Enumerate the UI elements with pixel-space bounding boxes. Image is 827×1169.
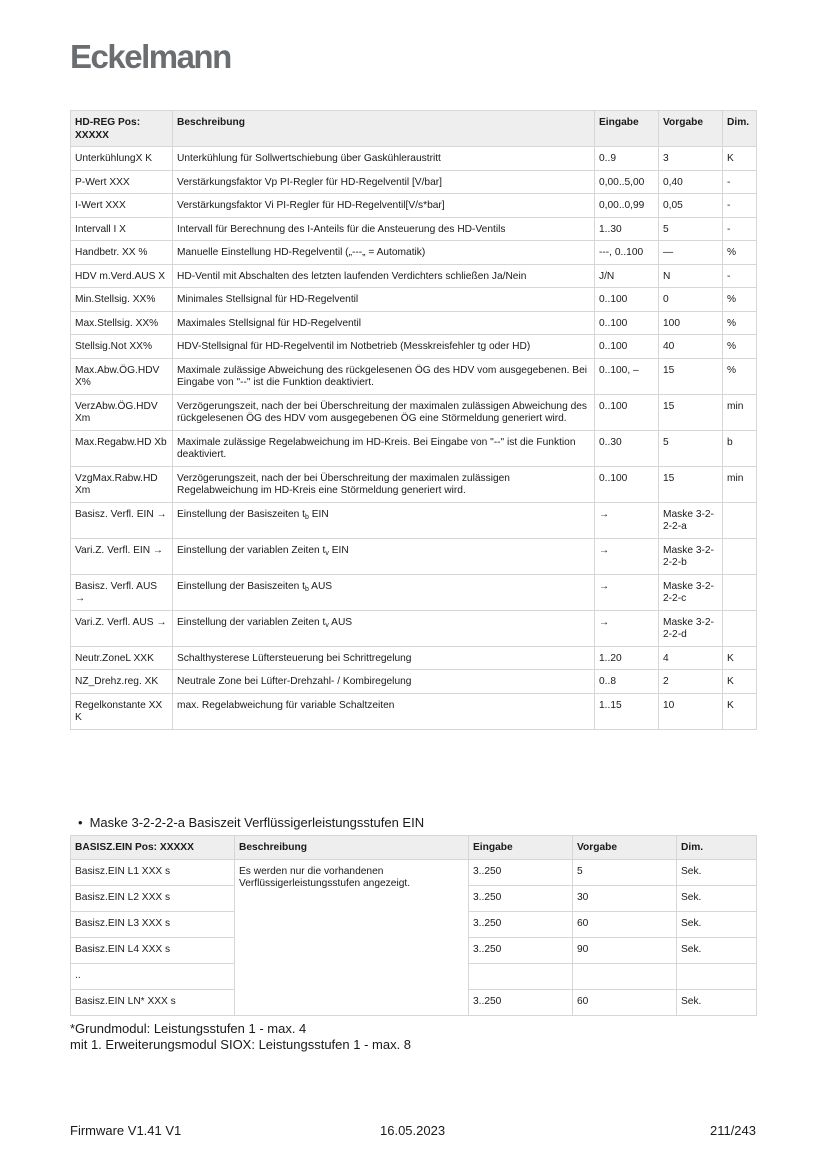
cell-dim — [723, 610, 757, 646]
cell-vorgabe — [573, 963, 677, 989]
cell-eingabe: 0..100, – — [595, 358, 659, 394]
section-heading — [78, 815, 424, 830]
cell-dim — [723, 574, 757, 610]
footnote-line-1: *Grundmodul: Leistungsstufen 1 - max. 4 — [70, 1021, 307, 1036]
cell-dim: % — [723, 335, 757, 359]
table-row — [71, 335, 757, 359]
table-row — [71, 502, 757, 538]
table-row — [71, 147, 757, 171]
cell-beschreibung: Maximale zulässige Regelabweichung im HD-Kreis. Bei Eingabe von "--" ist die Funktion deaktiviert. — [173, 430, 595, 466]
cell-pos: I-Wert XXX — [71, 194, 173, 218]
cell-pos: Max.Abw.ÖG.HDV X% — [71, 358, 173, 394]
cell-pos: Basisz.EIN L4 XXX s — [71, 937, 235, 963]
cell-vorgabe: 0 — [659, 288, 723, 312]
cell-eingabe: 0,00..5,00 — [595, 170, 659, 194]
cell-dim: K — [723, 147, 757, 171]
cell-eingabe: 3..250 — [469, 937, 573, 963]
cell-pos: Intervall I X — [71, 217, 173, 241]
cell-dim: Sek. — [677, 989, 757, 1015]
cell-beschreibung: Maximale zulässige Abweichung des rückgelesenen ÖG des HDV vom ausgegebenen. Bei Eingabe von "--" ist die Funktion deaktiviert. — [173, 358, 595, 394]
cell-beschreibung: Verstärkungsfaktor Vi PI-Regler für HD-Regelventil[V/s*bar] — [173, 194, 595, 218]
cell-dim: % — [723, 241, 757, 265]
cell-beschreibung: HD-Ventil mit Abschalten des letzten laufenden Verdichters schließen Ja/Nein — [173, 264, 595, 288]
cell-beschreibung: max. Regelabweichung für variable Schaltzeiten — [173, 693, 595, 729]
footnote — [70, 1021, 411, 1053]
header-eingabe: Eingabe — [469, 836, 573, 860]
footer-page-number: 211/243 — [709, 1123, 756, 1138]
cell-vorgabe: 15 — [659, 358, 723, 394]
header-vorgabe: Vorgabe — [573, 836, 677, 860]
cell-eingabe: → — [595, 538, 659, 574]
cell-vorgabe: 0,05 — [659, 194, 723, 218]
cell-dim: min — [723, 466, 757, 502]
cell-dim: K — [723, 646, 757, 670]
cell-eingabe: 0..100 — [595, 311, 659, 335]
cell-beschreibung — [173, 574, 595, 610]
footer-firmware: Firmware V1.41 V1 — [70, 1123, 182, 1138]
cell-vorgabe: 60 — [573, 989, 677, 1015]
table-row — [71, 264, 757, 288]
table-row — [71, 574, 757, 610]
cell-pos: NZ_Drehz.reg. XK — [71, 670, 173, 694]
cell-dim: % — [723, 358, 757, 394]
cell-vorgabe: Maske 3-2-2-2-c — [659, 574, 723, 610]
header-beschreibung: Beschreibung — [235, 836, 469, 860]
cell-pos: .. — [71, 963, 235, 989]
cell-eingabe: 0..9 — [595, 147, 659, 171]
cell-dim: K — [723, 693, 757, 729]
desc-text: Einstellung der Basiszeiten t — [177, 508, 305, 520]
cell-dim: - — [723, 264, 757, 288]
cell-vorgabe: 100 — [659, 311, 723, 335]
table-header-row — [71, 836, 757, 860]
cell-eingabe: ---, 0..100 — [595, 241, 659, 265]
cell-vorgabe: 3 — [659, 147, 723, 171]
cell-pos: Basisz. Verfl. AUS → — [71, 574, 173, 610]
cell-eingabe: 3..250 — [469, 859, 573, 885]
cell-beschreibung: Unterkühlung für Sollwertschiebung über Gaskühleraustritt — [173, 147, 595, 171]
header-vorgabe: Vorgabe — [659, 111, 723, 147]
desc-text: Einstellung der Basiszeiten t — [177, 580, 305, 592]
cell-dim — [723, 502, 757, 538]
table-row — [71, 358, 757, 394]
bullet-icon: • — [78, 815, 83, 830]
cell-vorgabe: Maske 3-2-2-2-a — [659, 502, 723, 538]
cell-vorgabe: 90 — [573, 937, 677, 963]
cell-eingabe: 3..250 — [469, 885, 573, 911]
desc-text: EIN — [308, 508, 329, 520]
cell-dim: min — [723, 394, 757, 430]
cell-pos: Basisz. Verfl. EIN → — [71, 502, 173, 538]
cell-dim: Sek. — [677, 885, 757, 911]
cell-vorgabe: 5 — [573, 859, 677, 885]
cell-dim: % — [723, 311, 757, 335]
cell-beschreibung: Neutrale Zone bei Lüfter-Drehzahl- / Kombiregelung — [173, 670, 595, 694]
table-row — [71, 311, 757, 335]
cell-beschreibung: Manuelle Einstellung HD-Regelventil („---„ = Automatik) — [173, 241, 595, 265]
cell-pos: HDV m.Verd.AUS X — [71, 264, 173, 288]
cell-vorgabe: N — [659, 264, 723, 288]
cell-vorgabe: 15 — [659, 394, 723, 430]
cell-pos: UnterkühlungX K — [71, 147, 173, 171]
desc-text: EIN — [328, 544, 349, 556]
footer-date: 16.05.2023 — [380, 1123, 446, 1138]
cell-eingabe: → — [595, 574, 659, 610]
table-header-row — [71, 111, 757, 147]
cell-pos: P-Wert XXX — [71, 170, 173, 194]
cell-pos: Basisz.EIN L3 XXX s — [71, 911, 235, 937]
cell-pos: Handbetr. XX % — [71, 241, 173, 265]
header-pos: HD-REG Pos: XXXXX — [71, 111, 173, 147]
cell-beschreibung — [173, 538, 595, 574]
cell-pos: Min.Stellsig. XX% — [71, 288, 173, 312]
desc-subscript: v — [325, 621, 329, 629]
section-title: Maske 3-2-2-2-a Basiszeit Verflüssigerleistungsstufen EIN — [89, 815, 425, 830]
cell-dim — [677, 963, 757, 989]
cell-eingabe: 0..30 — [595, 430, 659, 466]
table-row — [71, 670, 757, 694]
cell-pos: Stellsig.Not XX% — [71, 335, 173, 359]
cell-pos: Vari.Z. Verfl. EIN → — [71, 538, 173, 574]
desc-subscript: v — [325, 549, 329, 557]
cell-eingabe: 0..100 — [595, 466, 659, 502]
desc-text: Einstellung der variablen Zeiten t — [177, 544, 326, 556]
table-row — [71, 430, 757, 466]
cell-eingabe — [469, 963, 573, 989]
table-row — [71, 217, 757, 241]
cell-pos: Basisz.EIN L2 XXX s — [71, 885, 235, 911]
cell-eingabe: 3..250 — [469, 911, 573, 937]
cell-eingabe: → — [595, 610, 659, 646]
cell-pos: VzgMax.Rabw.HD Xm — [71, 466, 173, 502]
cell-dim: Sek. — [677, 937, 757, 963]
cell-beschreibung: Maximales Stellsignal für HD-Regelventil — [173, 311, 595, 335]
cell-vorgabe: 40 — [659, 335, 723, 359]
cell-vorgabe: 5 — [659, 217, 723, 241]
cell-dim: - — [723, 194, 757, 218]
cell-pos: Basisz.EIN LN* XXX s — [71, 989, 235, 1015]
table-row — [71, 693, 757, 729]
brand-logo: Eckelmann — [70, 38, 231, 75]
cell-pos: Vari.Z. Verfl. AUS → — [71, 610, 173, 646]
cell-vorgabe: 60 — [573, 911, 677, 937]
table-row — [71, 466, 757, 502]
table-row — [71, 610, 757, 646]
desc-text: AUS — [308, 580, 333, 592]
cell-eingabe: 1..30 — [595, 217, 659, 241]
cell-beschreibung: Es werden nur die vorhandenen Verflüssigerleistungsstufen angezeigt. — [235, 859, 469, 1015]
cell-vorgabe: Maske 3-2-2-2-d — [659, 610, 723, 646]
cell-vorgabe: 0,40 — [659, 170, 723, 194]
basisz-ein-table — [70, 835, 757, 1016]
cell-vorgabe: Maske 3-2-2-2-b — [659, 538, 723, 574]
cell-dim: - — [723, 217, 757, 241]
cell-eingabe: → — [595, 502, 659, 538]
cell-eingabe: 0..100 — [595, 288, 659, 312]
cell-beschreibung: Schalthysterese Lüftersteuerung bei Schrittregelung — [173, 646, 595, 670]
cell-pos: VerzAbw.ÖG.HDV Xm — [71, 394, 173, 430]
cell-beschreibung — [173, 610, 595, 646]
cell-beschreibung: Verzögerungszeit, nach der bei Überschreitung der maximalen zulässigen Regelabweichung im HD-Kreis eine Störmeldung generiert wird. — [173, 466, 595, 502]
cell-dim: K — [723, 670, 757, 694]
header-dim: Dim. — [723, 111, 757, 147]
footnote-line-2: mit 1. Erweiterungsmodul SIOX: Leistungsstufen 1 - max. 8 — [70, 1037, 412, 1052]
cell-dim: % — [723, 288, 757, 312]
cell-eingabe: J/N — [595, 264, 659, 288]
desc-subscript: b — [304, 513, 309, 521]
cell-dim: Sek. — [677, 911, 757, 937]
cell-beschreibung: Verzögerungszeit, nach der bei Überschreitung der maximalen zulässigen Abweichung des rückgelesenen ÖG des HDV vom ausgegebenen ÖG eine Störmeldung generiert wird. — [173, 394, 595, 430]
table-row — [71, 394, 757, 430]
table-row — [71, 646, 757, 670]
header-pos: BASISZ.EIN Pos: XXXXX — [71, 836, 235, 860]
header-dim: Dim. — [677, 836, 757, 860]
cell-beschreibung: HDV-Stellsignal für HD-Regelventil im Notbetrieb (Messkreisfehler tg oder HD) — [173, 335, 595, 359]
header-beschreibung: Beschreibung — [173, 111, 595, 147]
cell-dim: Sek. — [677, 859, 757, 885]
cell-pos: Max.Stellsig. XX% — [71, 311, 173, 335]
cell-pos: Max.Regabw.HD Xb — [71, 430, 173, 466]
cell-eingabe: 0,00..0,99 — [595, 194, 659, 218]
cell-eingabe: 0..100 — [595, 394, 659, 430]
cell-vorgabe: 4 — [659, 646, 723, 670]
cell-eingabe: 1..20 — [595, 646, 659, 670]
hd-reg-parameter-table — [70, 110, 757, 730]
cell-dim: - — [723, 170, 757, 194]
cell-eingabe: 0..8 — [595, 670, 659, 694]
cell-vorgabe: — — [659, 241, 723, 265]
cell-vorgabe: 5 — [659, 430, 723, 466]
table-row — [71, 170, 757, 194]
cell-pos: Neutr.ZoneL XXK — [71, 646, 173, 670]
header-eingabe: Eingabe — [595, 111, 659, 147]
table-row — [71, 538, 757, 574]
cell-beschreibung: Verstärkungsfaktor Vp PI-Regler für HD-Regelventil [V/bar] — [173, 170, 595, 194]
cell-pos: Basisz.EIN L1 XXX s — [71, 859, 235, 885]
table-row — [71, 859, 757, 885]
table-row — [71, 241, 757, 265]
cell-eingabe: 0..100 — [595, 335, 659, 359]
cell-eingabe: 1..15 — [595, 693, 659, 729]
desc-text: AUS — [328, 616, 353, 628]
cell-vorgabe: 10 — [659, 693, 723, 729]
cell-beschreibung: Minimales Stellsignal für HD-Regelventil — [173, 288, 595, 312]
cell-vorgabe: 15 — [659, 466, 723, 502]
cell-pos: Regelkonstante XX K — [71, 693, 173, 729]
desc-text: Einstellung der variablen Zeiten t — [177, 616, 326, 628]
cell-dim: b — [723, 430, 757, 466]
table-row — [71, 288, 757, 312]
cell-dim — [723, 538, 757, 574]
cell-vorgabe: 2 — [659, 670, 723, 694]
cell-beschreibung: Intervall für Berechnung des I-Anteils für die Ansteuerung des HD-Ventils — [173, 217, 595, 241]
cell-beschreibung — [173, 502, 595, 538]
cell-vorgabe: 30 — [573, 885, 677, 911]
cell-eingabe: 3..250 — [469, 989, 573, 1015]
table-row — [71, 194, 757, 218]
desc-subscript: b — [304, 585, 309, 593]
